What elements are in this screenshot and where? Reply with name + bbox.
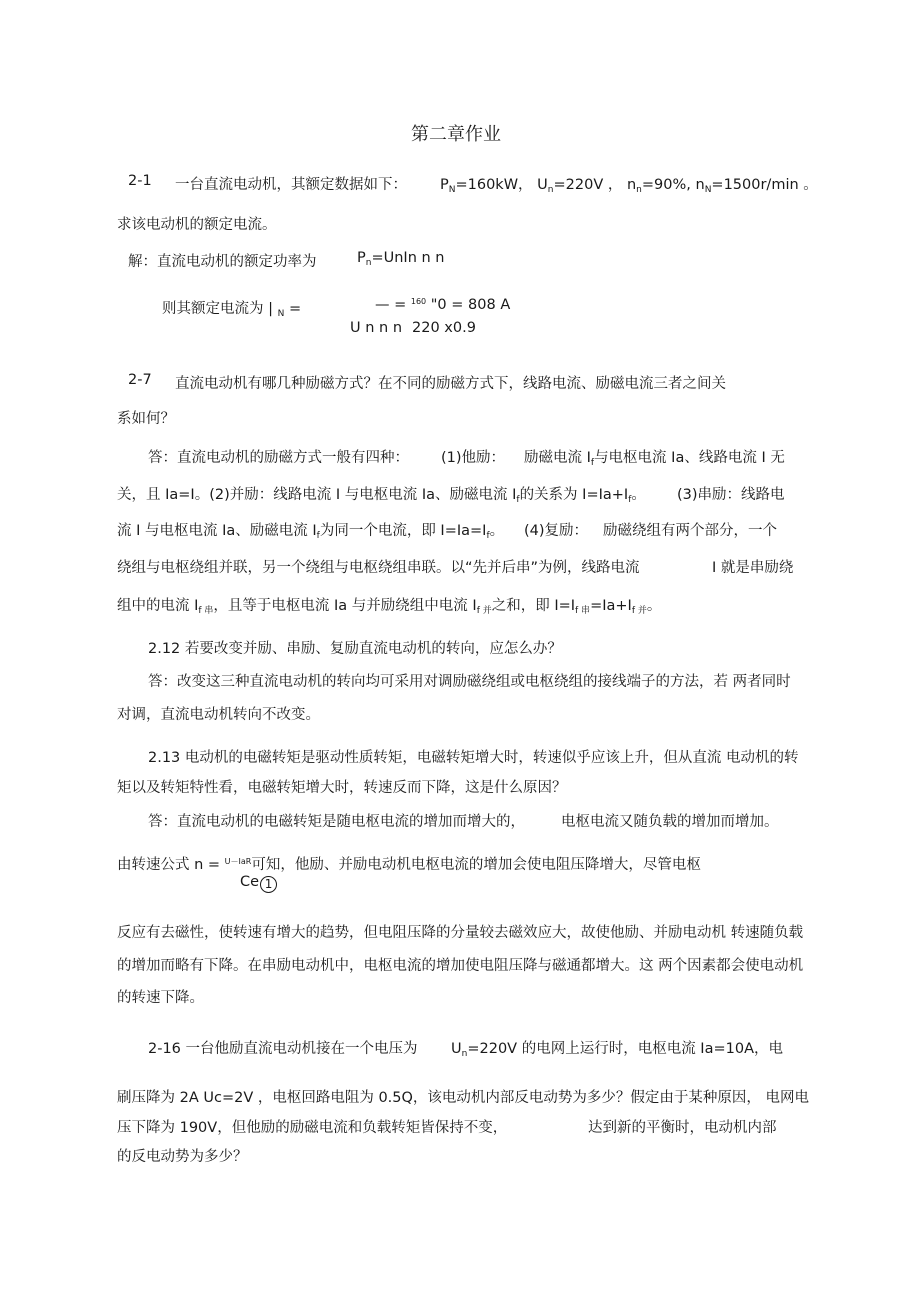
page-title: 第二章作业 xyxy=(411,124,501,145)
ans-2-sub2: f xyxy=(628,495,632,505)
nn-value: =1500r/min 。 xyxy=(711,177,818,193)
q2-7-text: 直流电动机有哪几种励磁方式？在不同的励磁方式下，线路电流、励磁电流三者之间关 xyxy=(175,376,726,392)
q2-7-ans-1c xyxy=(524,446,785,468)
q2-13-ans-2 xyxy=(117,853,701,874)
eta-sub: n xyxy=(636,185,642,195)
q2-7-ans-4a: 绕组与电枢绕组并联，另一个绕组与电枢绕组串联。以“先并后串”为例，线路电流 xyxy=(117,560,640,576)
ans-3b: 为同一个电流，即 I=Ia=I xyxy=(319,523,487,539)
ans-2-text: 可知，他励、并励电动机电枢电流的增加会使电阻压降增大，尽管电枢 xyxy=(251,857,701,873)
eta-value: =90%, n xyxy=(641,177,705,193)
q2-16-line3b: 达到新的平衡时，电动机内部 xyxy=(588,1120,777,1136)
q2-16-line1b xyxy=(451,1037,783,1059)
pn-symbol: P xyxy=(440,177,449,193)
ans-5e: 。 xyxy=(646,598,662,614)
ans-1c-text: 励磁电流 I xyxy=(524,450,591,466)
formula-p: P xyxy=(357,250,366,266)
ans-5c: 之和，即 I=I xyxy=(491,598,576,614)
q2-13-question-2: 矩以及转矩特性看，电磁转矩增大时，转速反而下降，这是什么原因？ xyxy=(117,780,567,796)
frac-top-a: — = xyxy=(375,297,411,313)
pn-sub: N xyxy=(448,185,456,195)
line1c-text: =220V 的电网上运行时，电枢电流 Ia=10A，电 xyxy=(467,1041,783,1057)
q2-1-line2: 求该电动机的额定电流。 xyxy=(117,217,277,233)
q2-13-question-1: 2.13 电动机的电磁转矩是驱动性质转矩，电磁转矩增大时，转速似乎应该上升，但从直流 电动机的转 xyxy=(148,750,799,766)
q2-13-ans-1a: 答：直流电动机的电磁转矩是随电枢电流的增加而增大的， xyxy=(148,814,525,830)
ans-5-sub3: f 串 xyxy=(575,606,591,616)
ans-3c: 。 xyxy=(489,523,505,539)
ans-5-sub: f 串 xyxy=(198,606,214,616)
frac-top-sup: 160 xyxy=(410,297,427,306)
q2-7-ans-3e: 励磁绕组有两个部分，一个 xyxy=(603,523,777,539)
q2-1-solution-formula xyxy=(357,250,445,268)
ans-5-sub4: f 并 xyxy=(631,606,647,616)
ans-2a: 关，且 Ia=I。(2)并励：线路电流 I 与电枢电流 Ia、励磁电流 I xyxy=(117,487,517,503)
q2-7-line2: 系如何？ xyxy=(117,411,175,427)
ans-5a: 组中的电流 I xyxy=(117,598,199,614)
formula-rest: =UnIn n n xyxy=(371,250,445,266)
q2-13-ans-5: 的转速下降。 xyxy=(117,990,204,1006)
denominator-ce: Ce xyxy=(240,874,260,890)
q2-12-ans-2: 对调，直流电动机转向不改变。 xyxy=(117,707,320,723)
ans-5-sub2: f 并 xyxy=(476,606,492,616)
q2-7-ans-2 xyxy=(117,483,646,505)
ans-2c: 。 xyxy=(631,487,646,503)
nn-sub: N xyxy=(704,185,712,195)
ans-3a: 流 I 与电枢电流 Ia、励磁电流 I xyxy=(117,523,317,539)
q2-7-number: 2-7 xyxy=(128,372,152,388)
q2-7-ans-1a: 答：直流电动机的励磁方式一般有四种： xyxy=(148,450,409,466)
current-sub: N xyxy=(277,309,285,319)
ans-1c-sub: f xyxy=(590,458,595,468)
q2-12-ans-1: 答：改变这三种直流电动机的转向均可采用对调励磁绕组或电枢绕组的接线端子的方法，若 两者同时 xyxy=(148,674,791,690)
q2-16-line4: 的反电动势为多少？ xyxy=(117,1149,248,1165)
q2-1-fraction-bottom-b: 220 x0.9 xyxy=(412,320,476,336)
current-eq: = xyxy=(284,301,302,317)
circled-one-symbol: 1 xyxy=(260,876,277,893)
q2-7-ans-1b: (1)他励： xyxy=(441,450,506,466)
un-sub: n xyxy=(547,185,554,195)
ans-2-sub: f xyxy=(516,495,520,505)
q2-1-number: 2-1 xyxy=(128,173,152,189)
q2-13-ans-4: 的增加而略有下降。在串励电动机中，电枢电流的增加使电阻压降与磁通都增大。这 两个因素都会使电动机 xyxy=(117,958,804,974)
ans-1d-text: 与电枢电流 Ia、线路电流 I 无 xyxy=(594,450,785,466)
q2-1-ratings xyxy=(440,173,818,195)
ans-3-sub2: f xyxy=(486,531,490,541)
q2-1-fraction-bottom-a: U n n n xyxy=(350,320,403,336)
q2-16-line1a: 2-16 一台他励直流电动机接在一个电压为 xyxy=(148,1041,418,1057)
eta-symbol: n xyxy=(626,177,637,193)
q2-13-ans-3: 反应有去磁性，使转速有增大的趋势，但电阻压降的分量较去磁效应大，故使他励、并励电动机 转速随负载 xyxy=(117,925,804,941)
q2-1-solution-label: 解：直流电动机的额定功率为 xyxy=(128,254,317,270)
q2-7-ans-5 xyxy=(117,594,661,616)
un-value: =220V ， xyxy=(553,177,623,193)
ans-2-formula-label: 由转速公式 n = xyxy=(117,857,225,873)
frac-top-b: "0 = 808 A xyxy=(426,297,511,313)
q2-7-ans-3d: (4)复励： xyxy=(524,523,589,539)
formula-p-sub: n xyxy=(365,258,372,268)
ans-2-formula-numerator: U－IaR xyxy=(224,857,252,866)
ans-5d: =Ia+I xyxy=(590,598,632,614)
q2-12-question: 2.12 若要改变并励、串励、复励直流电动机的转向，应怎么办？ xyxy=(148,641,562,657)
q2-1-fraction-top xyxy=(375,297,510,313)
un-symbol-2: U xyxy=(451,1041,462,1057)
un-sub-2: n xyxy=(461,1049,468,1059)
q2-1-current-label xyxy=(162,297,301,319)
q2-7-ans-3 xyxy=(117,519,504,541)
q2-7-ans-2d: (3)串励：线路电 xyxy=(677,487,785,503)
q2-16-line2: 刷压降为 2A Uc=2V ，电枢回路电阻为 0.5Q，该电动机内部反电动势为多少？假定由于某种原因， 电网电 xyxy=(117,1090,810,1106)
current-label-text: 则其额定电流为 | xyxy=(162,301,278,317)
q2-13-ans-1b: 电枢电流又随负载的增加而增加。 xyxy=(561,814,779,830)
pn-value: =160kW， xyxy=(455,177,533,193)
ans-5b: ，且等于电枢电流 Ia 与并励绕组中电流 I xyxy=(213,598,477,614)
ans-3-sub: f xyxy=(316,531,320,541)
q2-7-ans-4b: I 就是串励绕 xyxy=(712,560,794,576)
q2-16-line3a: 压下降为 190V，但他励的励磁电流和负载转矩皆保持不变， xyxy=(117,1120,508,1136)
q2-13-formula-denominator xyxy=(240,874,277,893)
q2-1-text: 一台直流电动机，其额定数据如下： xyxy=(175,177,407,193)
un-symbol: U xyxy=(537,177,548,193)
ans-2b: 的关系为 I=Ia+I xyxy=(519,487,629,503)
